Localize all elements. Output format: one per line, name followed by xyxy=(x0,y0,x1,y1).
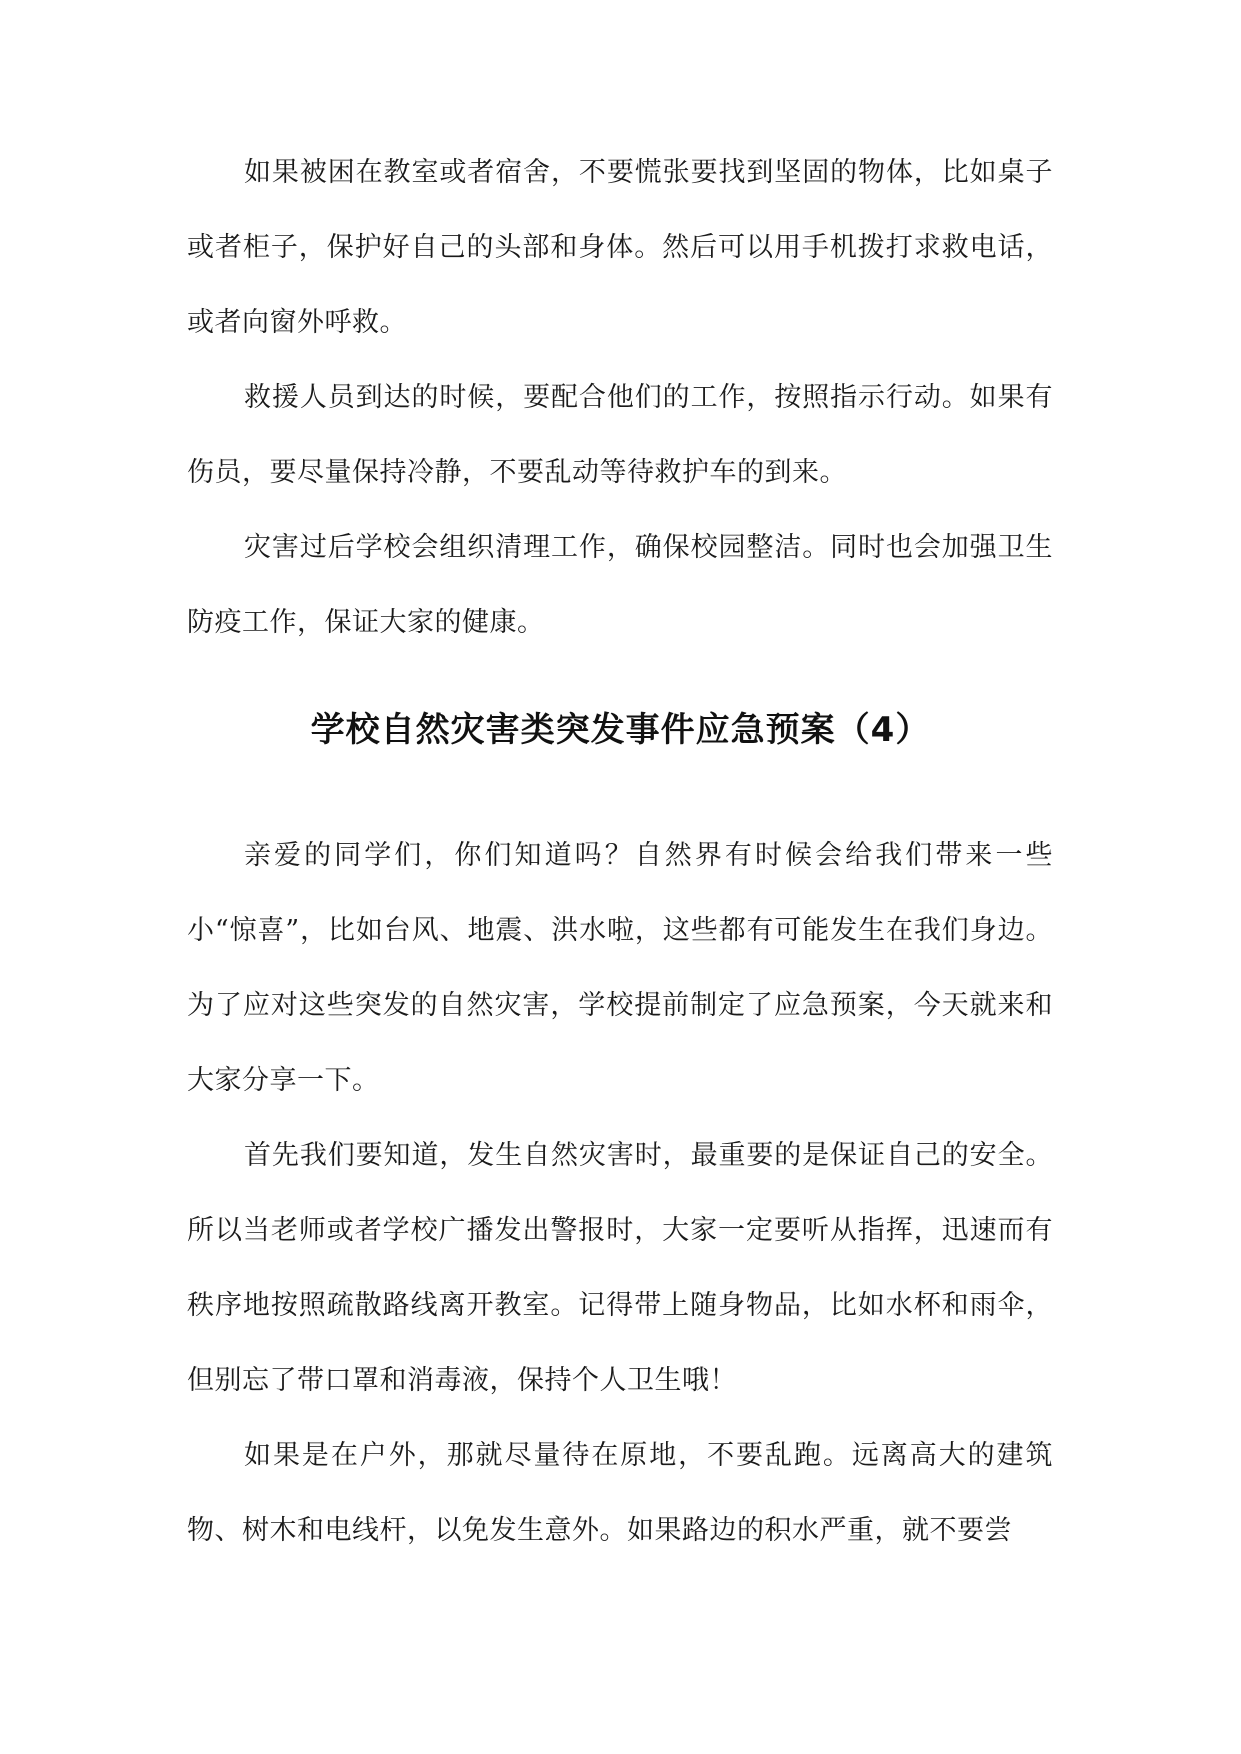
paragraph-trapped-indoors: 如果被困在教室或者宿舍，不要慌张要找到坚固的物体，比如桌子或者柜子，保护好自己的头部和身体。然后可以用手机拨打求救电话，或者向窗外呼救。 xyxy=(187,157,1053,338)
paragraph-outdoors: 如果是在户外，那就尽量待在原地，不要乱跑。远离高大的建筑物、树木和电线杆，以免发生意外。如果路边的积水严重，就不要尝 xyxy=(187,1440,1053,1546)
section-heading: 学校自然灾害类突发事件应急预案（4） xyxy=(310,710,931,750)
paragraph-introduction: 亲爱的同学们，你们知道吗？自然界有时候会给我们带来一些小“惊喜”，比如台风、地震、洪水啦，这些都有可能发生在我们身边。为了应对这些突发的自然灾害，学校提前制定了应急预案，今天就来和大家分享一下。 xyxy=(187,840,1053,1096)
paragraph-rescue-arrival: 救援人员到达的时候，要配合他们的工作，按照指示行动。如果有伤员，要尽量保持冷静，不要乱动等待救护车的到来。 xyxy=(187,382,1053,488)
paragraph-after-disaster: 灾害过后学校会组织清理工作，确保校园整洁。同时也会加强卫生防疫工作，保证大家的健康。 xyxy=(187,532,1053,638)
paragraph-safety-first: 首先我们要知道，发生自然灾害时，最重要的是保证自己的安全。所以当老师或者学校广播发出警报时，大家一定要听从指挥，迅速而有秩序地按照疏散路线离开教室。记得带上随身物品，比如水杯和雨伞，但别忘了带口罩和消毒液，保持个人卫生哦！ xyxy=(187,1140,1053,1396)
